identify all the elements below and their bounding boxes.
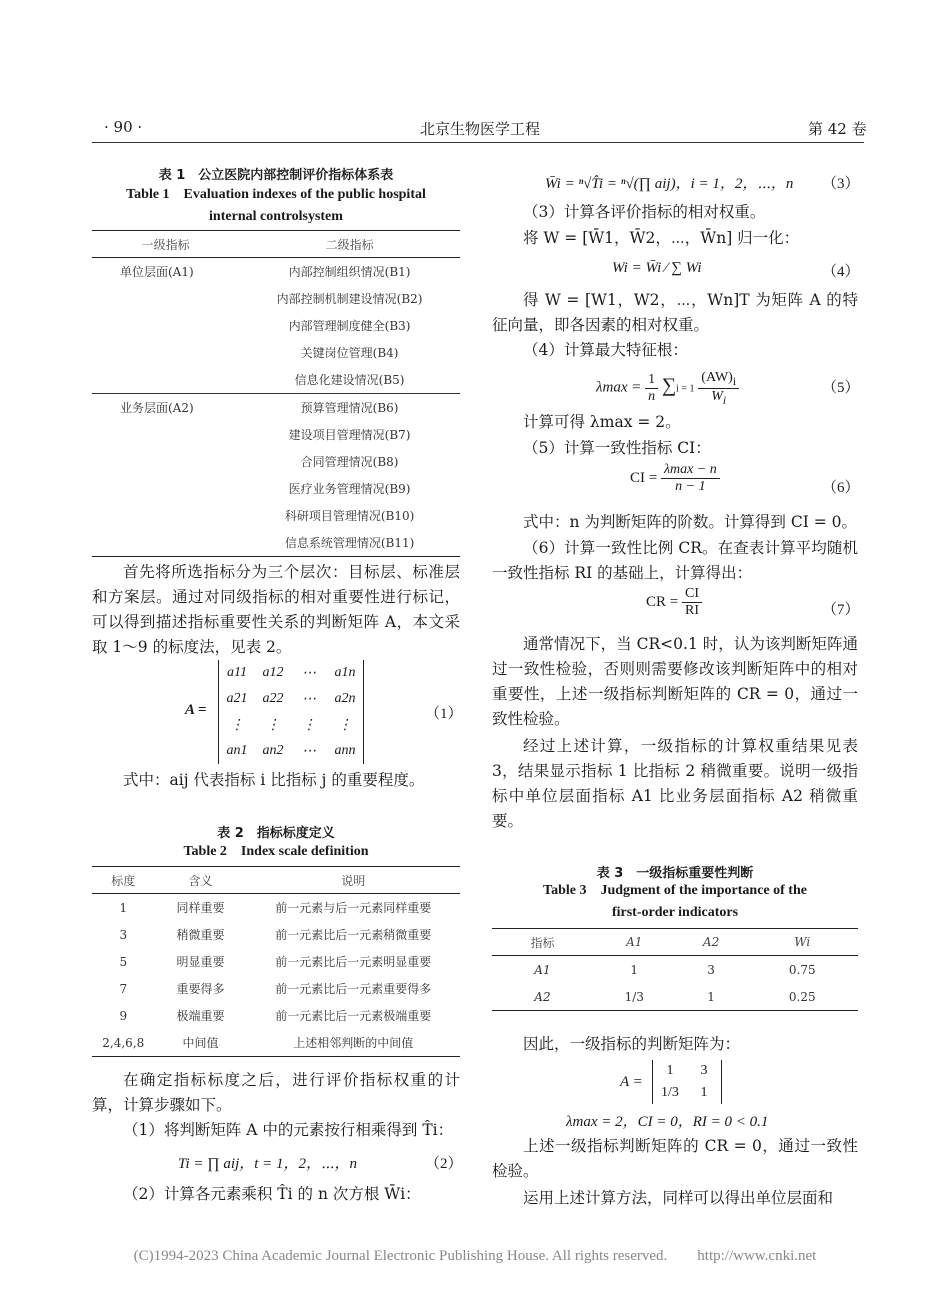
table2-cell: 前一元素比后一元素明显重要 (275, 955, 432, 969)
table3-header: A2 (676, 929, 747, 956)
table1-row (92, 258, 460, 286)
table1-level1-cell (92, 502, 239, 529)
table2-row (92, 975, 460, 1002)
table1-level1-cell (92, 421, 239, 448)
matrix-cell: ⋮ (230, 717, 244, 733)
table1-level1-cell (92, 285, 239, 312)
table3-header: Wi (747, 929, 858, 956)
table2-cell: 同样重要 (176, 901, 225, 915)
table3-cell: 0.75 (788, 962, 816, 977)
table2-cell: 稍微重要 (176, 928, 225, 942)
table2-caption-en: Table 2 Index scale definition (183, 844, 369, 859)
table1-level1-cell (92, 366, 239, 394)
table3-cell: 3 (707, 962, 715, 977)
journal-title: 北京生物医学工程 (420, 120, 541, 138)
table1-caption-en-line1: Table 1 Evaluation indexes of the public hospital (126, 187, 426, 202)
matrix-cell: an1 (226, 743, 248, 758)
matrix-row (219, 712, 363, 738)
paragraph-aij: 式中：aij 代表指标 i 比指标 j 的重要程度。 (123, 771, 425, 789)
table2 (92, 866, 460, 1057)
eq2-number: （2） (425, 1156, 463, 1172)
matrix-cell: a1n (334, 665, 356, 680)
eq7-number: （7） (822, 602, 860, 618)
eq5-number: （5） (822, 380, 860, 396)
table3-caption-en (492, 880, 858, 924)
table2-cell: 7 (119, 981, 128, 996)
step5-text: （5）计算一致性指标 CI： (523, 439, 711, 457)
table1-level2-cell: 科研项目管理情况(B10) (284, 509, 415, 523)
table1-row (92, 339, 460, 366)
matrix-cell: ⋯ (302, 743, 316, 759)
matrix-row (653, 1060, 721, 1082)
judgment-matrix (218, 660, 364, 764)
step3-text: （3）计算各评价指标的相对权重。 (523, 203, 766, 221)
eq8: λmax = 2，CI = 0，RI = 0 < 0.1 (566, 1114, 769, 1130)
paragraph-consistency: 上述一级指标判断矩阵的 CR = 0，通过一致性检验。 (492, 1137, 858, 1180)
table1-row (92, 285, 460, 312)
table1-level2-cell: 信息化建设情况(B5) (294, 373, 405, 387)
table3-caption-en-line1: Table 3 Judgment of the importance of the (543, 883, 807, 898)
eq7-denominator: RI (684, 603, 699, 618)
table1-level2-cell: 信息系统管理情况(B11) (239, 529, 460, 557)
table1-level1-cell (92, 339, 239, 366)
table3-header: A1 (593, 929, 676, 956)
eq7 (646, 586, 702, 619)
table1-row (92, 475, 460, 502)
table1-level1-cell: 单位层面(A1) (120, 265, 194, 279)
table1-col1: 一级指标 (92, 231, 239, 258)
matrix-cell: a11 (227, 665, 247, 680)
table1-level2-cell: 内部管理制度健全(B3) (288, 319, 411, 333)
paragraph-matrix-intro: 因此，一级指标的判断矩阵为： (523, 1035, 741, 1053)
table1-caption-cn: 表 1 公立医院内部控制评价指标体系表 (158, 168, 394, 183)
table3-caption-en-line2: first-order indicators (611, 905, 739, 920)
table3-row (492, 956, 858, 984)
table2-cell: 1 (119, 900, 128, 915)
table1-row (92, 421, 460, 448)
table3-row (492, 983, 858, 1011)
step4-text: （4）计算最大特征根： (523, 341, 688, 359)
table1-level2-cell: 预算管理情况(B6) (239, 394, 460, 422)
matrix2-label: A = (620, 1074, 643, 1090)
matrix-cell: ann (334, 743, 356, 758)
table1-caption-en (92, 184, 460, 228)
table1-level2-cell: 内部控制组织情况(B1) (288, 265, 411, 279)
paragraph-ci: 式中：n 为判断矩阵的阶数。计算得到 CI = 0。 (523, 513, 858, 531)
table1-row (92, 502, 460, 529)
table1-row (92, 312, 460, 339)
matrix-row (219, 660, 363, 686)
eq4: Wi = W̄i ⁄ ∑ Wi (612, 260, 702, 276)
header-rule (92, 142, 864, 143)
eq7-lhs: CR = (646, 593, 682, 610)
step1-text: （1）将判断矩阵 A 中的元素按行相乘得到 T̂i： (123, 1121, 454, 1139)
table3-cell: A1 (534, 962, 551, 977)
paragraph-continue: 运用上述计算方法，同样可以得出单位层面和 (523, 1189, 834, 1207)
table3 (492, 928, 858, 1011)
table3-cell: 1 (630, 962, 639, 977)
paragraph-cr: 通常情况下，当 CR<0.1 时，认为该判断矩阵通过一致性检验，否则则需要修改该判断矩阵中的相对重要性，上述一级指标判断矩阵的 CR = 0，通过一致性检验。 (492, 635, 858, 728)
paragraph-hierarchy: 首先将所选指标分为三个层次：目标层、标准层和方案层。通过对同级指标的相对重要性进行标记，可以得到描述指标重要性关系的判断矩阵 A，本文采取 1～9 的标度法，见表 2。 (92, 563, 460, 656)
eq5-lhs: λmax = (596, 379, 646, 396)
page-number: · 90 · (104, 118, 143, 136)
matrix-cell: ⋯ (302, 691, 316, 707)
table2-cell: 上述相邻判断的中间值 (247, 1029, 460, 1057)
paragraph-result: 经过上述计算，一级指标的计算权重结果见表 3，结果显示指标 1 比指标 2 稍微重要。说明一级指标中单位层面指标 A1 比业务层面指标 A2 稍微重要。 (492, 737, 858, 830)
matrix-cell: 1/3 (661, 1085, 679, 1100)
table3-cell: 0.25 (747, 983, 858, 1011)
table2-row (92, 1029, 460, 1057)
matrix-row (219, 738, 363, 764)
table2-row (92, 1002, 460, 1029)
eq5: λmax = $\frac{1}{n}$ ∑i = 1 $\frac{(AW)_i}{W_i}$ (596, 370, 739, 407)
eq1-number: （1） (425, 706, 463, 722)
table1-level1-cell (92, 475, 239, 502)
paragraph-weight-steps: 在确定指标标度之后，进行评价指标权重的计算，计算步骤如下。 (92, 1071, 460, 1114)
table2-cell: 前一元素比后一元素重要得多 (275, 982, 432, 996)
table1-caption-en-line2: internal controlsystem (209, 209, 343, 224)
eq3-number: （3） (822, 176, 860, 192)
table2-cell: 9 (119, 1008, 128, 1023)
paragraph-eigenvector: 得 W = [W1，W2，⋯，Wn]T 为矩阵 A 的特征向量，即各因素的相对权重。 (492, 291, 858, 334)
table1-col2: 二级指标 (239, 231, 460, 258)
matrix-row (219, 686, 363, 712)
eq3: W̄i = ⁿ√T̂i = ⁿ√(∏ aij)，i = 1，2，⋯，n (545, 176, 794, 192)
matrix-cell: a22 (262, 691, 284, 706)
table1-row (92, 366, 460, 394)
matrix-cell: ⋮ (302, 717, 316, 733)
matrix-cell: 1 (666, 1063, 674, 1078)
matrix-cell: ⋯ (302, 665, 316, 681)
table2-cell: 前一元素比后一元素极端重要 (275, 1009, 432, 1023)
eq6-lhs: CI = (630, 469, 661, 486)
volume: 第 42 卷 (808, 120, 867, 138)
first-order-matrix (652, 1060, 722, 1104)
matrix-row (653, 1082, 721, 1104)
table1-level1-cell: 业务层面(A2) (92, 394, 239, 422)
paragraph-lambda: 计算可得 λmax = 2。 (523, 413, 681, 431)
table1-level1-cell (92, 312, 239, 339)
table3-cell: 1 (676, 983, 747, 1011)
eq1-label: A = (185, 702, 207, 718)
eq4-number: （4） (822, 264, 860, 280)
table2-cell: 前一元素与后一元素同样重要 (275, 901, 432, 915)
table2-header: 说明 (247, 867, 460, 894)
step3b-text: 将 W = [W̄1，W̄2，⋯，W̄n] 归一化： (523, 229, 800, 247)
table2-row (92, 921, 460, 948)
matrix-cell: a2n (334, 691, 356, 706)
matrix-cell: 1 (700, 1085, 708, 1100)
table2-header: 含义 (155, 867, 247, 894)
table2-cell: 2,4,6,8 (92, 1029, 155, 1057)
eq7-numerator: CI (682, 586, 702, 603)
eq6 (630, 462, 720, 495)
table1-level2-cell: 关键岗位管理(B4) (300, 346, 399, 360)
table3-cell: A2 (492, 983, 593, 1011)
step6-text: （6）计算一致性比例 CR。在查表计算平均随机一致性指标 RI 的基础上，计算得出： (492, 539, 858, 582)
step2-text: （2）计算各元素乘积 T̂i 的 n 次方根 W̄i： (123, 1185, 421, 1203)
table2-cell: 中间值 (155, 1029, 247, 1057)
eq6-denominator: n − 1 (675, 479, 706, 494)
table2-cell: 5 (119, 954, 128, 969)
table3-caption-cn: 表 3 一级指标重要性判断 (596, 866, 754, 881)
table1-level2-cell: 内部控制机制建设情况(B2) (276, 292, 423, 306)
table2-cell: 明显重要 (176, 955, 225, 969)
table1-row (92, 529, 460, 557)
table2-caption-cn: 表 2 指标标度定义 (217, 826, 335, 841)
matrix-cell: a21 (226, 691, 248, 706)
eq6-numerator: λmax − n (661, 462, 720, 479)
table1 (92, 230, 460, 557)
table1-level2-cell: 医疗业务管理情况(B9) (288, 482, 411, 496)
table1-level2-cell: 合同管理情况(B8) (300, 455, 399, 469)
table1-level1-cell (92, 448, 239, 475)
table2-cell: 3 (119, 927, 128, 942)
table3-header: 指标 (492, 929, 593, 956)
table2-cell: 前一元素比后一元素稍微重要 (275, 928, 432, 942)
copyright-footer: (C)1994-2023 China Academic Journal Electronic Publishing House. All rights reserved. http://www.cnki.net (133, 1248, 817, 1264)
table1-row (92, 448, 460, 475)
table2-header: 标度 (92, 867, 155, 894)
table3-cell: 1/3 (593, 983, 676, 1011)
eq2: Ti = ∏ aij，t = 1，2，⋯，n (178, 1156, 358, 1172)
table1-row (92, 394, 460, 422)
table1-level2-cell: 建设项目管理情况(B7) (288, 428, 411, 442)
matrix-cell: ⋮ (266, 717, 280, 733)
table2-row (92, 948, 460, 975)
eq6-number: （6） (822, 480, 860, 496)
table2-cell: 重要得多 (176, 982, 225, 996)
table2-row (92, 894, 460, 922)
table1-level1-cell (92, 529, 239, 557)
matrix-cell: 3 (700, 1063, 708, 1078)
matrix-cell: an2 (262, 743, 284, 758)
matrix-cell: a12 (262, 665, 284, 680)
matrix-cell: ⋮ (338, 717, 352, 733)
table2-cell: 极端重要 (176, 1009, 225, 1023)
